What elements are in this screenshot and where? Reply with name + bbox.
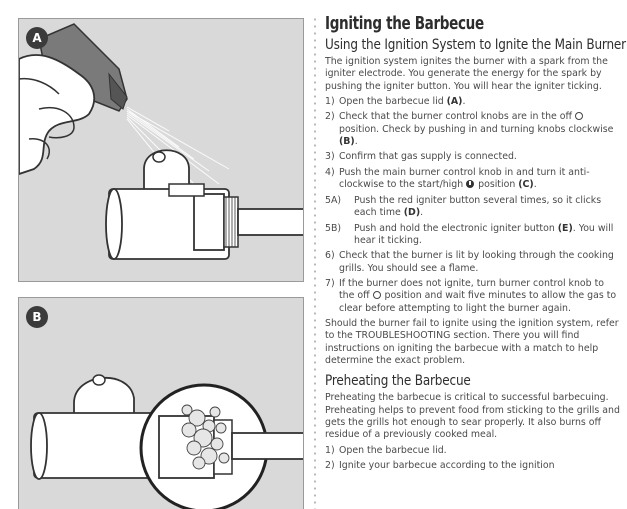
preheat-intro: Preheating the barbecue is critical to successful barbecuing. Preheating helps to prevent food from sticking to the grills and gets the grills hot enough to sear properly. It also burns off residue of a previously cooked meal. [325,392,620,441]
off-position-icon [575,112,583,120]
high-position-icon [466,180,474,188]
step-item: 1) Open the barbecue lid (A). [325,95,466,107]
section-heading-ignition: Using the Ignition System to Ignite the Main Burner [325,37,626,53]
off-position-icon [373,291,381,299]
figure-reference: (D) [403,207,421,219]
step-number: 4) [325,166,335,178]
step-item: 6) Check that the burner is lit by looking through the cooking grills. You should see a flame. [325,250,614,274]
figure-a-spray-test [18,18,304,282]
step-number: 1) [325,95,335,107]
section-heading-preheat: Preheating the Barbecue [325,373,471,390]
step-item: 7) If the burner does not ignite, turn burner control knob to the off position and wait five minutes to allow the gas to clear before attempting to light the burner again. [325,278,617,314]
spray-bottle-illustration [19,19,304,282]
step-number: 5B) [325,222,342,234]
ignition-intro: The ignition system ignites the burner with a spark from the igniter electrode. You generate the energy for the spark by pushing the igniter button. You will hear the igniter ticking. [325,56,608,92]
figure-a-badge: A [26,27,48,49]
preheat-steps [325,445,621,473]
step-number: 3) [325,151,335,163]
step-item: 5B) Push and hold the electronic igniter button (E). You will hear it ticking. [325,222,614,246]
figure-b-badge: B [26,306,48,328]
figure-b-leak-bubbles [18,297,304,509]
step-item: 3) Confirm that gas supply is connected. [325,151,517,163]
step-number: 2) [325,460,335,471]
figure-reference: (E) [557,222,573,234]
figure-reference: (A) [446,95,463,107]
step-number: 7) [325,278,335,290]
ignition-outro: Should the burner fail to ignite using the ignition system, refer to the TROUBLESHOOTING section. There you will find instructions on igniting the barbecue with a match to help determine the exact problem. [325,318,619,367]
dotted-divider [314,16,316,509]
step-number: 6) [325,250,335,262]
page-title: Igniting the Barbecue [325,14,484,34]
step-item: 5A) Push the red igniter button several times, so it clicks each time (D). [325,194,602,219]
step-item: 4) Push the main burner control knob in and turn it anti-clockwise to the start/high position (C). [325,166,590,191]
figure-reference: (C) [518,179,534,191]
step-item: 2) Check that the burner control knobs are in the off position. Check by pushing in and turning knobs clockwise (B). [325,111,614,147]
instructions-column [325,14,626,475]
valve-bubbles-illustration [19,298,304,509]
ignition-steps [325,96,621,315]
step-number: 2) [325,111,335,123]
step-number: 5A) [325,194,342,206]
step-item: 1) Open the barbecue lid. [325,444,447,456]
figure-reference: (B) [339,135,355,147]
step-number: 1) [325,444,335,456]
step-item: 2) Ignite your barbecue according to the ignition [325,460,555,471]
